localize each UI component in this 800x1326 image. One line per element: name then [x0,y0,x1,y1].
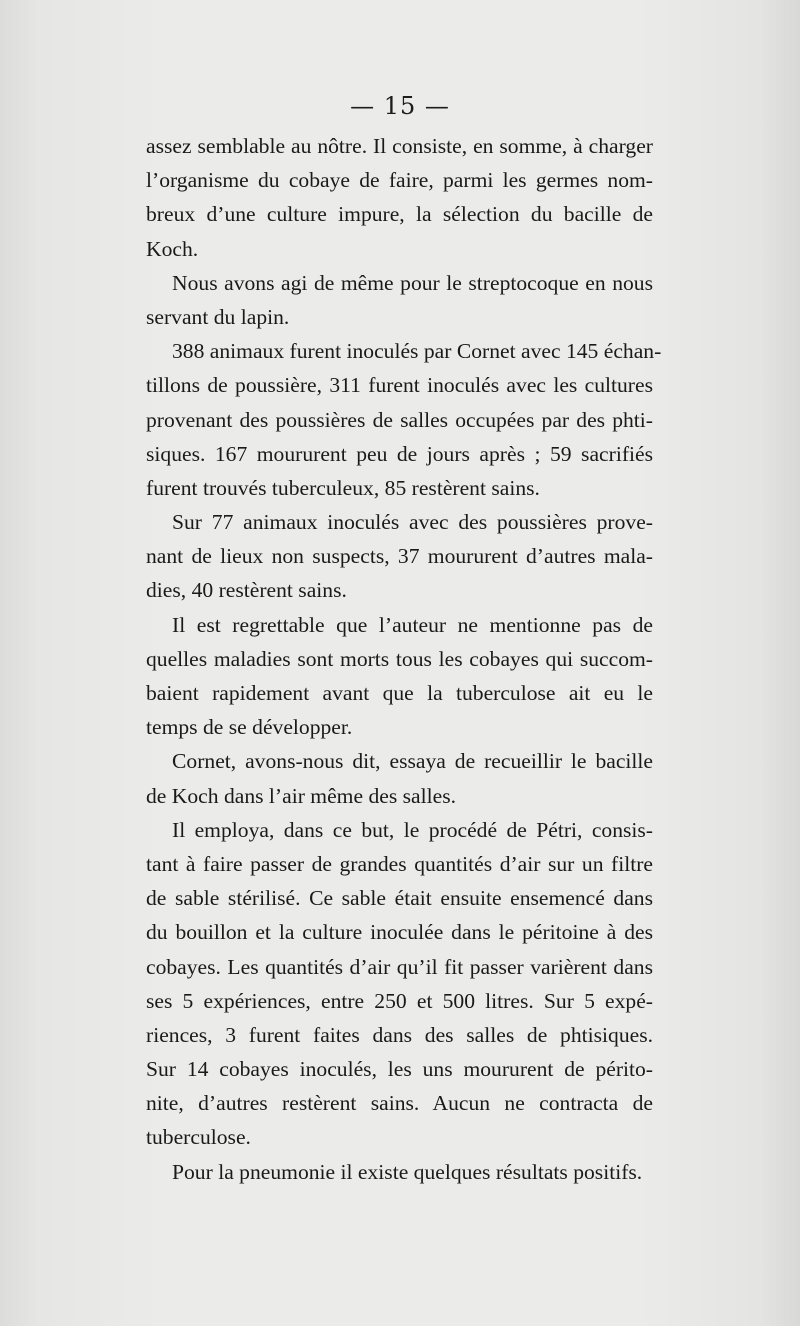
text-line: Sur 14 cobayes inoculés, les uns moururent de périto- [146,1057,653,1082]
text-line: baient rapidement avant que la tuberculose ait eu le [146,681,653,705]
text-line: furent trouvés tuberculeux, 85 restèrent sains. [146,475,540,500]
text-line: Cornet, avons-nous dit, essaya de recueillir le bacille [172,749,653,774]
text-line: tant à faire passer de grandes quantités d’air sur un filtre [146,851,653,876]
body-text [146,129,662,1189]
text-line: de Koch dans l’air même des salles. [146,783,457,808]
text-line: nite, d’autres restèrent sains. Aucun ne contracta de [146,1091,653,1116]
text-line: riences, 3 furent faites dans des salles de phtisiques. [146,1022,653,1047]
text-line: dies, 40 restèrent sains. [146,578,347,603]
text-line: Nous avons agi de même pour le streptocoque en nous [172,270,653,295]
text-line: nant de lieux non suspects, 37 moururent d’autres mala- [146,544,653,569]
text-line: cobayes. Les quantités d’air qu’il fit passer varièrent dans [146,954,653,979]
text-line: Pour la pneumonie il existe quelques résultats positifs. [172,1159,643,1184]
text-line: breux d’une culture impure, la sélection du bacille de [146,202,653,227]
text-line: 388 animaux furent inoculés par Cornet avec 145 échan- [172,339,662,364]
text-line: servant du lapin. [146,304,290,329]
text-line: tillons de poussière, 311 furent inoculés avec les cultures [146,373,653,398]
text-line: provenant des poussières de salles occupées par des phti- [146,407,653,432]
text-line: de sable stérilisé. Ce sable était ensuite ensemencé dans [146,886,653,911]
text-line: siques. 167 moururent peu de jours après ; 59 sacrifiés [146,441,653,466]
text-line: Koch. [146,236,199,261]
text-line: quelles maladies sont morts tous les cobayes qui succom- [146,646,653,671]
text-line: temps de se développer. [146,715,353,740]
page-number: — 15 — [350,92,450,120]
text-line: assez semblable au nôtre. Il consiste, en somme, à charger [146,134,653,158]
text-line: ses 5 expériences, entre 250 et 500 litres. Sur 5 expé- [146,988,653,1013]
text-line: Sur 77 animaux inoculés avec des poussières prove- [172,510,653,535]
text-line: du bouillon et la culture inoculée dans le péritoine à des [146,920,653,945]
text-line: Il employa, dans ce but, le procédé de Pétri, consis- [172,817,653,842]
text-line: l’organisme du cobaye de faire, parmi les germes nom- [146,168,653,193]
text-line: Il est regrettable que l’auteur ne mentionne pas de [172,612,653,637]
text-line: tuberculose. [146,1125,251,1150]
